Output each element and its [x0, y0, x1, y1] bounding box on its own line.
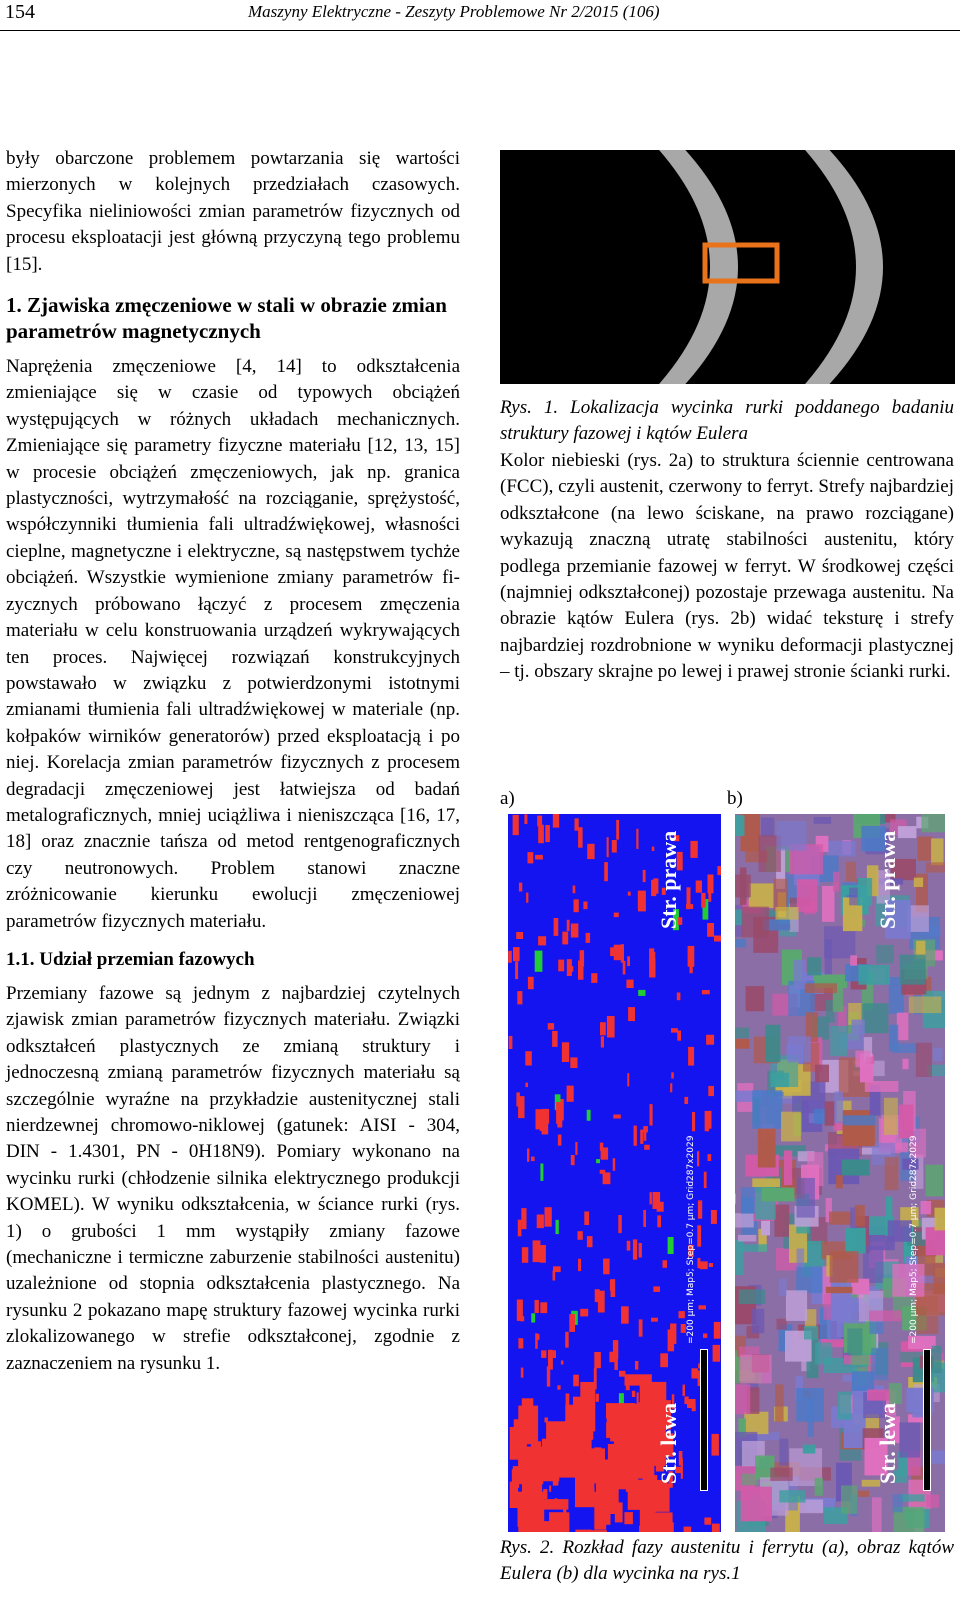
- figure-1-image: [500, 150, 955, 384]
- page-number: 154: [5, 1, 35, 23]
- scale-bar-b: [923, 1349, 931, 1491]
- subsection-title: 1.1. Udział przemian fazowych: [6, 948, 255, 970]
- scale-text-a: =200 µm; Map5; Step=0.7 µm; Grid287x2029: [686, 1135, 696, 1344]
- scale-text-b: =200 µm; Map5; Step=0.7 µm; Grid287x2029: [909, 1135, 919, 1344]
- figure-1-caption: Rys. 1. Lokalizacja wycinka rurki poddanego badaniu struktury fazowej i kątów Eulera: [500, 397, 954, 444]
- side-label-right-a: Str. prawa: [656, 830, 681, 929]
- side-label-left-b: Str. lewa: [875, 1402, 900, 1484]
- right-column: [500, 448, 954, 686]
- journal-title: Maszyny Elektryczne - Zeszyty Problemowe Nr 2/2015 (106): [248, 2, 660, 21]
- section-paragraph: Naprężenia zmęczeniowe [4, 14] to odkształcenia zmieniające się w czasie od typowych obciążeń występujących w różnych układach mechanicznych. Zmieniające się parametry fizyczne materiału [12, 13, 15] w procesie obciążeń zmęczeniowych, jak np. granica plastyczności, wytrzymałość na rozciąganie, sprężystość, współczynniki tłumienia fali ultradźwiękowej, własności cieplne, magnetyczne i elektryczne, są następstwem tychże obciążeń. Wszystkie wymienione zmiany parametrów fizycznych próbowano łączyć z procesem zmęczenia materiału w celu konstruowania urządzeń wykrywających ten proces. Najwięcej rozwiązań konstrukcyjnych powstawało w związku z potwierdzonymi istotnymi zmianami tłumienia fali ultradźwiękowej w materiale (np. kołpaków wirników generatorów) przed eksploatacją i po niej. Korelacja zmian parametrów fizycznych z procesem degradacji zmęczeniowej jest łatwiejsza od badań metalograficznych, mniej uciążliwa i nieniszcząca [16, 17, 18] oraz znacznie tańsza od metod rentgenograficznych czy neutronowych. Problem stanowi znaczne zróżnicowanie kierunku ewolucji zmęczeniowej parametrów fizycznych materiału.: [6, 356, 460, 932]
- panel-label-a: a): [500, 788, 515, 809]
- scale-bar-a: [700, 1349, 708, 1491]
- right-paragraph: Kolor niebieski (rys. 2a) to struktura ściennie centrowana (FCC), czyli austenit, czerwony to ferryt. Strefy najbardziej odkształcone (na lewo ściskane, na prawo rozciągane) wykazują znaczną utratę stabilności austenitu, który podlega przemianie fazowej w ferryt. W środkowej części (najmniej odkształconej) pozostaje przewaga austenitu. Na obrazie kątów Eulera (rys. 2b) widać teksturę i strefy najbardziej rozdrobnione w wyniku deformacji plastycznej – tj. obszary skrajne po lewej i prawej stronie ścianki rurki.: [500, 450, 954, 683]
- tube-cross-section: [500, 150, 955, 384]
- phase-map-a: [508, 814, 721, 1532]
- page-header: [0, 0, 960, 30]
- euler-map-b: [735, 814, 945, 1532]
- header-rule: [0, 30, 960, 31]
- tube-wall-2: [796, 150, 883, 384]
- tube-wall-1: [650, 150, 738, 384]
- intro-paragraph: były obarczone problemem powtarzania się wartości mierzonych w kolejnych przedziałach czasowych. Specyfika nieliniowości zmian parametrów fizycznych od procesu eksploatacji jest główną przyczyną tego problemu [15].: [6, 148, 460, 275]
- figure-2-caption: Rys. 2. Rozkład fazy austenitu i ferrytu (a), obraz kątów Eulera (b) dla wycinka na rys.1: [500, 1537, 954, 1584]
- side-label-left-a: Str. lewa: [656, 1402, 681, 1484]
- section-title: 1. Zjawiska zmęczeniowe w stali w obrazie zmian parametrów magnetycznych: [6, 293, 447, 344]
- panel-label-b: b): [727, 788, 743, 809]
- subsection-paragraph: Przemiany fazowe są jednym z najbardziej czytelnych zjawisk zmian parametrów fizycznych materiału. Związki odkształceń plastycznych ze zmianą struktury i jednoczesną zmianą parametrów fizycznych materiału są szczególnie wyraźne na przykładzie austenitycznej stali nierdzewnej chromowo-niklowej (gatunek: AISI - 304, DIN - 1.4301, PN - 0H18N9). Pomiary wykonano na wycinku rurki (chłodzenie silnika elektrycznego produkcji KOMEL). W wyniku odkształcenia, w ściance rurki (rys. 1) o grubości 1 mm wystąpiły zmiany fazowe (mechaniczne i termiczne zaburzenie stabilności austenitu) uzależnione od stopnia odkształcenia plastycznego. Na rysunku 2 pokazano mapę struktury fazowej wycinka rurki zlokalizowanego w strefie odkształconej, zgodnie z zaznaczeniem na rysunku 1.: [6, 982, 460, 1374]
- left-column: [6, 146, 460, 1377]
- side-label-right-b: Str. prawa: [875, 830, 900, 929]
